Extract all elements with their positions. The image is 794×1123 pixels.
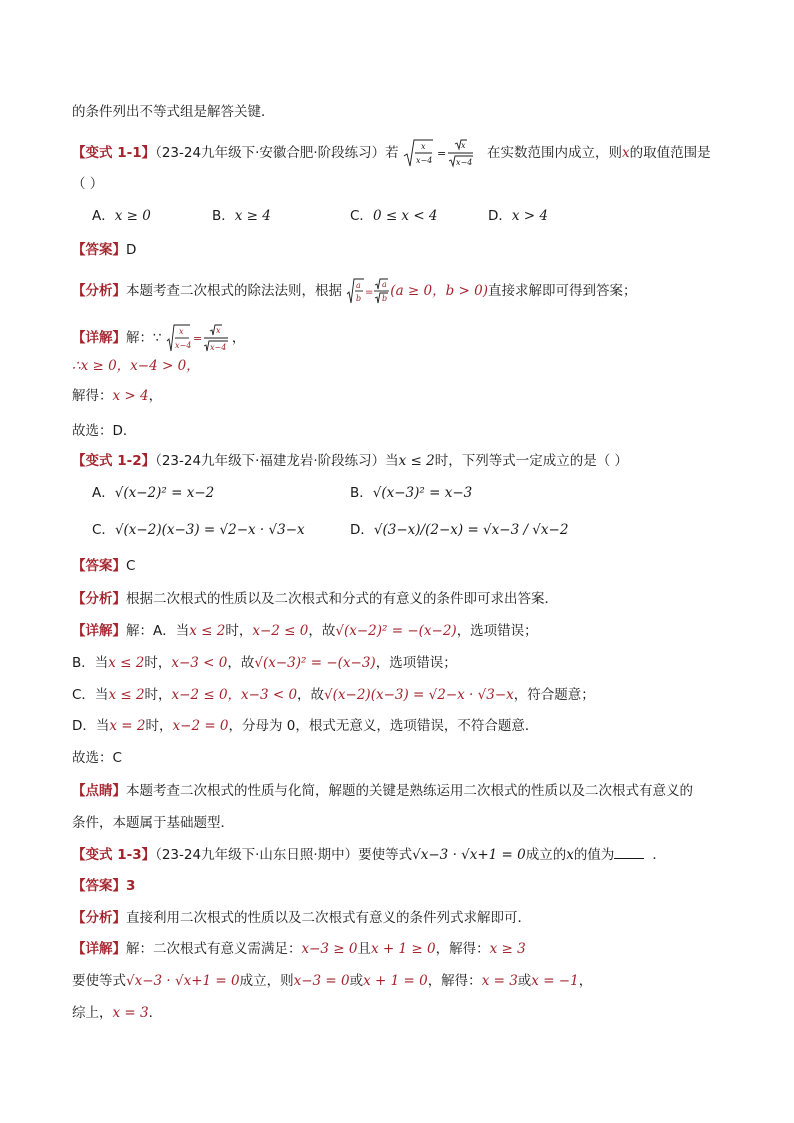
svg-text:x: x [420, 142, 426, 151]
q2-point-line1: 【点睛】本题考查二次根式的性质与化简，解题的关键是熟练运用二次根式的性质以及二次根式有意义的 [72, 783, 693, 799]
q1-label: 【变式 1-1】 [72, 145, 156, 161]
q2-option-a: A．√(x−2)² = x−2 [92, 485, 215, 501]
q2-detail-c: C．当x ≤ 2时，x−2 ≤ 0，x−3 < 0，故√(x−2)(x−3) = √2−x · √3−x，符合题意； [72, 687, 595, 703]
q3-answer-blank[interactable] [614, 844, 644, 859]
q2-detail-a: 【详解】解：A．当x ≤ 2时，x−2 ≤ 0，故√(x−2)² = −(x−2)，选项错误； [72, 623, 538, 639]
q1-stem-formula [403, 138, 487, 168]
q3-detail-3: 综上，x = 3． [72, 1005, 163, 1021]
q1-paren: （ ） [72, 176, 104, 192]
q2-point-line2: 条件，本题属于基础题型． [72, 815, 234, 831]
svg-text:b: b [382, 294, 388, 303]
q3-analysis: 【分析】直接利用二次根式的性质以及二次根式有意义的条件列式求解即可． [72, 910, 531, 926]
svg-text:x−4: x−4 [415, 156, 433, 165]
svg-text:=: = [192, 332, 203, 345]
q1-detail-formula [166, 323, 232, 353]
svg-text:a: a [382, 280, 388, 289]
q3-detail-2: 要使等式√x−3 · √x+1 = 0成立，则x−3 = 0或x + 1 = 0，解得：x = 3或x = −1， [72, 973, 593, 989]
q1-answer: 【答案】D [72, 242, 137, 258]
svg-text:=: = [436, 147, 447, 160]
svg-text:x: x [215, 326, 221, 335]
q2-final: 故选：C [72, 750, 122, 766]
q1-detail: 【详解】解：∵ x x−4 x x−4 = ， [72, 323, 245, 353]
q3-detail-1: 【详解】解：二次根式有意义需满足：x−3 ≥ 0且x + 1 ≥ 0，解得：x ≥ 3 [72, 941, 526, 957]
q3-answer: 【答案】3 [72, 878, 136, 894]
svg-text:=: = [365, 287, 374, 298]
svg-text:x: x [178, 327, 184, 336]
q1-step1: ∴x ≥ 0，x−4 > 0， [72, 358, 200, 374]
svg-text:a: a [356, 281, 362, 290]
q2-option-b: B．√(x−3)² = x−3 [350, 485, 473, 501]
q1-option-d: D．x > 4 [488, 208, 549, 224]
q1-stem: 【变式 1-1】（23-24九年级下·安徽合肥·阶段练习）若 x x−4 x x−4 = 在实数范围内成立，则x的取值范围是 [72, 138, 711, 168]
q1-option-c: C．0 ≤ x < 4 [350, 208, 438, 224]
q2-detail-d: D．当x = 2时，x−2 = 0，分母为 0，根式无意义，选项错误，不符合题意． [72, 718, 539, 734]
q1-step2: 解得：x > 4， [72, 388, 163, 404]
svg-text:x: x [460, 141, 466, 150]
q3-stem: 【变式 1-3】（23-24九年级下·山东日照·期中）要使等式√x−3 · √x+1 = 0成立的x的值为 ． [72, 844, 666, 865]
q2-option-d: D．√(3−x)/(2−x) = √x−3 / √x−2 [350, 522, 569, 538]
q2-option-c: C．√(x−2)(x−3) = √2−x · √3−x [92, 522, 305, 538]
q1-step3: 故选：D． [72, 423, 137, 439]
q2-detail-b: B．当x ≤ 2时，x−3 < 0，故√(x−3)² = −(x−3)，选项错误； [72, 655, 457, 671]
q2-stem: 【变式 1-2】（23-24九年级下·福建龙岩·阶段练习）当x ≤ 2时，下列等式一定成立的是（ ） [72, 453, 629, 469]
svg-text:x−4: x−4 [209, 343, 227, 352]
intro-text: 的条件列出不等式组是解答关键． [72, 104, 275, 120]
q1-option-b: B．x ≥ 4 [212, 208, 271, 224]
q2-analysis: 【分析】根据二次根式的性质以及二次根式和分式的有意义的条件即可求出答案． [72, 591, 558, 607]
q1-analysis: 【分析】本题考查二次根式的除法法则，根据 a b a b = (a ≥ 0，b > 0)直接求解即可得到答案； [72, 277, 637, 305]
svg-text:b: b [356, 294, 362, 303]
svg-text:x−4: x−4 [174, 341, 192, 350]
svg-text:x−4: x−4 [455, 158, 473, 167]
q1-analysis-formula [346, 277, 390, 305]
q2-answer: 【答案】C [72, 558, 136, 574]
q1-option-a: A．x ≥ 0 [92, 208, 151, 224]
